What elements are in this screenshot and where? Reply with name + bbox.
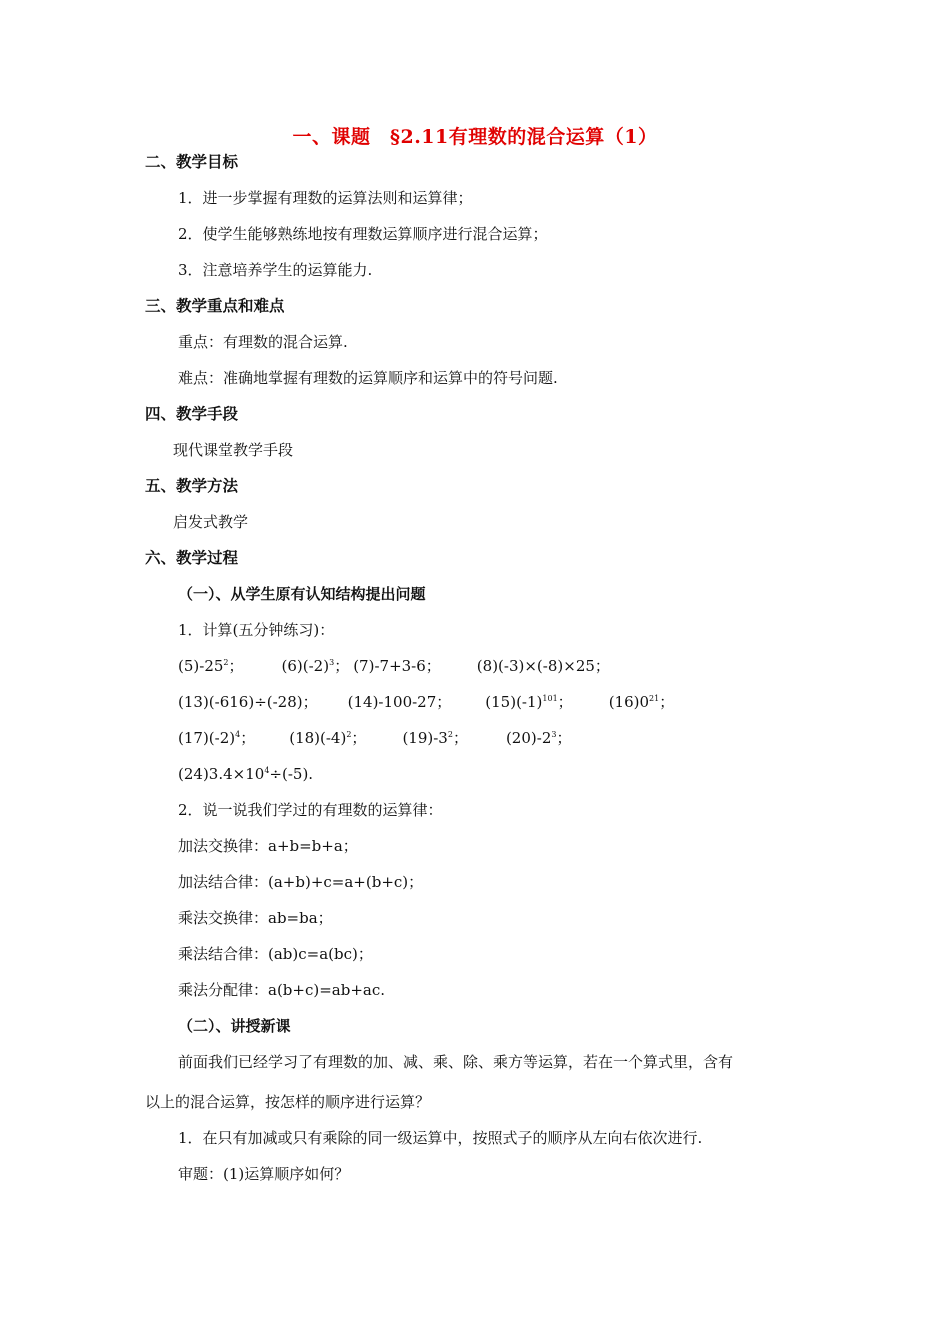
rule-1: 1．在只有加减或只有乘除的同一级运算中，按照式子的顺序从左向右依次进行. [178,1129,703,1147]
exercise-7: (7)-7+3-6； [353,657,441,675]
review-question: 审题：(1)运算顺序如何？ [178,1165,350,1183]
heading-teaching-method: 五、教学方法 [145,476,239,495]
exercise-5: $(5)-25^2$； [178,657,244,675]
exercise-24: $(24)3.4\times 10^4\div(-5)$. [178,765,314,783]
law-add-commutative: 加法交换律：a+b=b+a； [178,837,358,855]
exercise-15: $(15)(-1)^{101}$； [485,693,573,711]
key-point-text: 重点：有理数的混合运算. [178,333,348,351]
paragraph-line-2: 以上的混合运算，按怎样的顺序进行运算？ [145,1093,431,1111]
heading-teaching-goals: 二、教学目标 [145,152,239,171]
law-distributive: 乘法分配律：a(b+c)=ab+ac. [178,981,386,999]
law-mul-associative: 乘法结合律：(ab)c=a(bc)； [178,945,373,963]
law-add-associative: 加法结合律：(a+b)+c=a+(b+c)； [178,873,424,891]
teaching-means-text: 现代课堂教学手段 [173,441,294,459]
exercise-18: $(18)(-4)^2$； [289,729,367,747]
subheading-problem-intro: （一）、从学生原有认知结构提出问题 [178,585,426,603]
law-mul-commutative: 乘法交换律：ab=ba； [178,909,333,927]
exercise-19: $(19)-3^2$； [402,729,468,747]
exercise-8: (8)(-3)×(-8)×25； [476,657,610,675]
lesson-title: 一、课题 §2.11有理数的混合运算（1） [292,126,658,148]
paragraph-line-1: 前面我们已经学习了有理数的加、减、乘、除、乘方等运算，若在一个算式里，含有 [178,1053,734,1071]
exercise-16: $(16)0^{21}$； [608,693,675,711]
exercise-13: (13)(-616)÷(-28)； [178,693,318,711]
heading-teaching-process: 六、教学过程 [145,548,239,567]
difficulty-text: 难点：准确地掌握有理数的运算顺序和运算中的符号问题. [178,369,558,387]
goal-item-2: 2．使学生能够熟练地按有理数运算顺序进行混合运算； [178,225,548,243]
exercise-row-2 [178,692,674,712]
exercise-20: $(20)-2^3$； [505,729,572,747]
laws-title: 2．说一说我们学过的有理数的运算律： [178,801,443,819]
subheading-new-lesson: （二）、讲授新课 [178,1017,291,1035]
goal-item-1: 1．进一步掌握有理数的运算法则和运算律； [178,189,473,207]
heading-key-points: 三、教学重点和难点 [145,296,285,315]
exercise-row-4 [178,764,313,784]
teaching-method-text: 启发式教学 [173,513,249,531]
exercise-row-3 [178,728,571,748]
goal-item-3: 3．注意培养学生的运算能力. [178,261,373,279]
exercise-row-1 [178,656,610,676]
heading-teaching-means: 四、教学手段 [145,404,239,423]
exercise-6: $(6)(-2)^3$； [281,657,350,675]
exercise-17: $(17)(-2)^4$； [178,729,256,747]
calc-exercise-title: 1．计算(五分钟练习)： [178,621,335,639]
exercise-14: (14)-100-27； [347,693,452,711]
